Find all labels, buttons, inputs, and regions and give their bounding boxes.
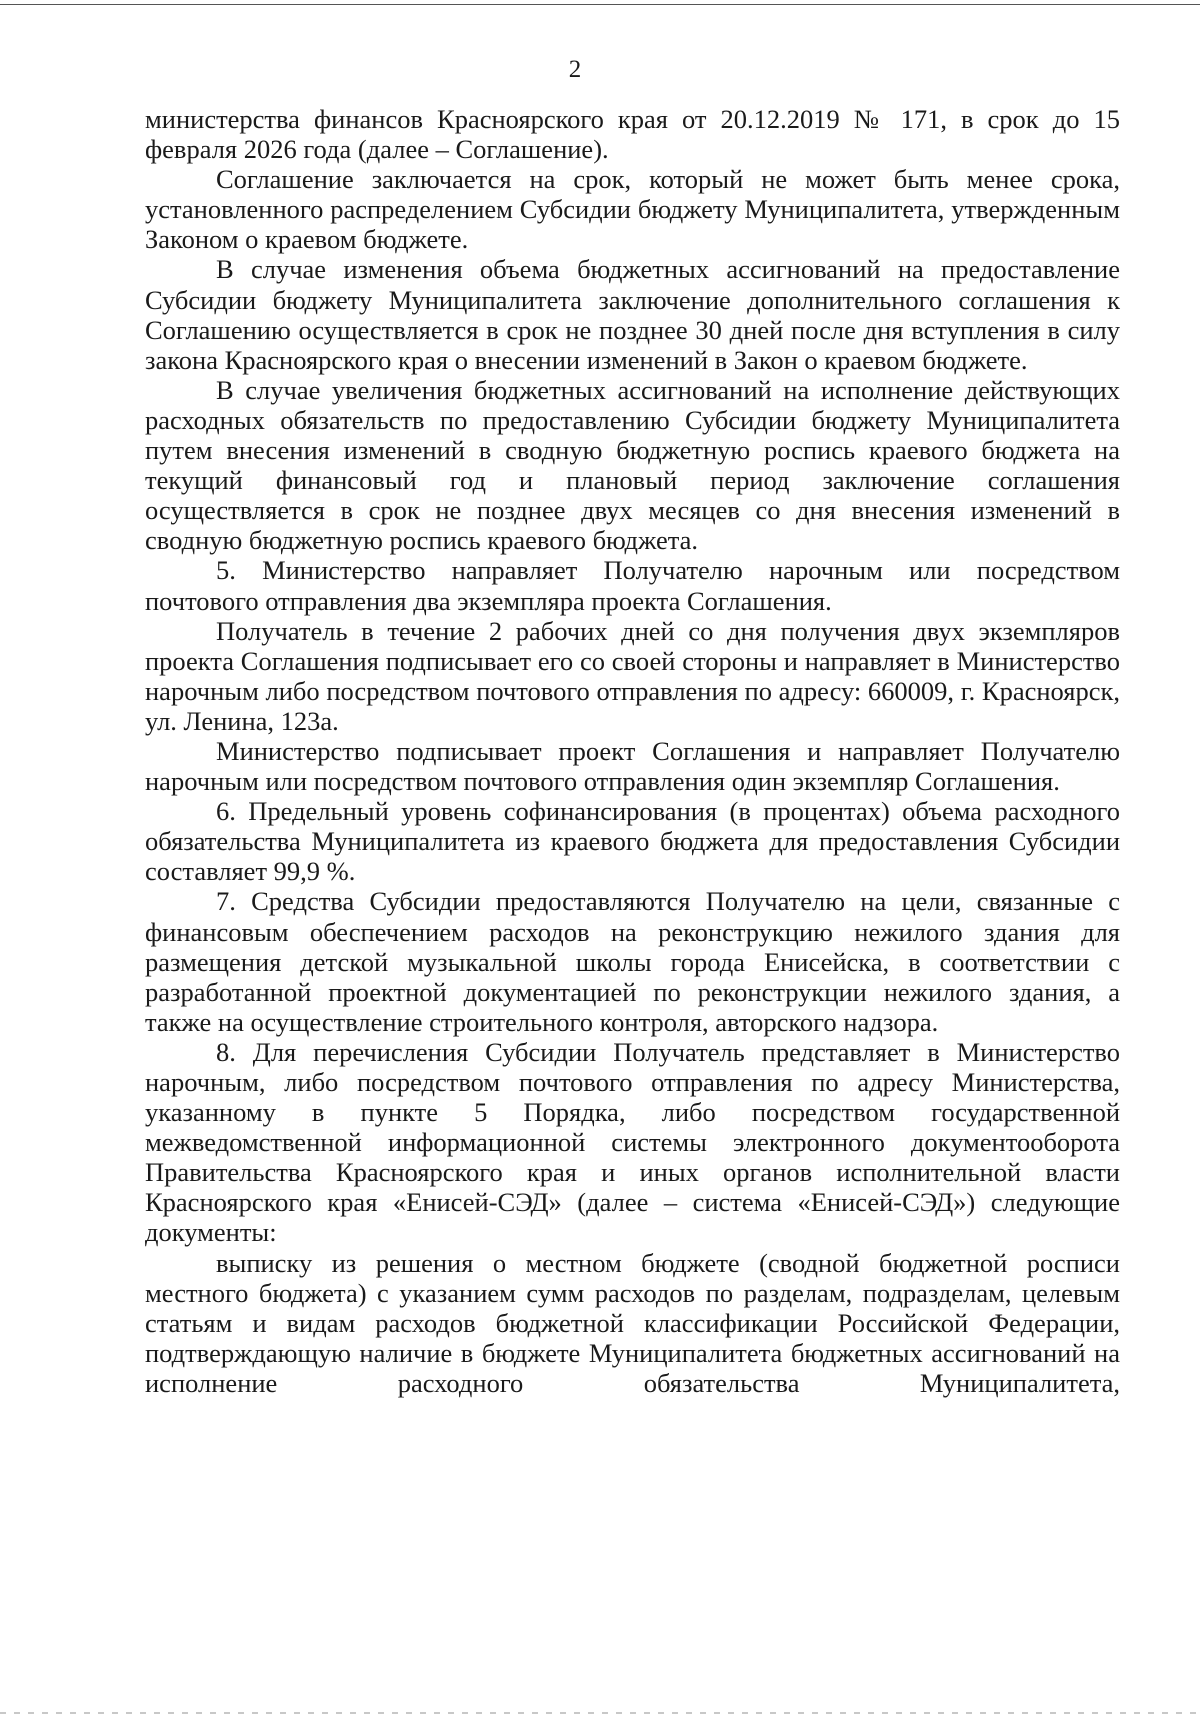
paragraph-agreement-term: Соглашение заключается на срок, который не может быть менее срока, установленного распределением Субсидии бюджету Муниципалитета, утвержденным Законом о краевом бюджете. [145,164,1120,255]
paragraph-item-6: 6. Предельный уровень софинансирования (в процентах) объема расходного обязательства Муниципалитета из краевого бюджета для предоставления Субсидии составляет 99,9 %. [145,796,1120,887]
paragraph-item-5: 5. Министерство направляет Получателю нарочным или посредством почтового отправления два экземпляра проекта Соглашения. [145,555,1120,616]
bottom-scan-artifact [0,1712,1200,1714]
paragraph-recipient-signing: Получатель в течение 2 рабочих дней со дня получения двух экземпляров проекта Соглашения подписывает его со своей стороны и направляет в Министерство нарочным либо посредством почтового отправления по адресу: 660009, г. Красноярск, ул. Ленина, 123а. [145,615,1120,736]
paragraph-budget-increase: В случае увеличения бюджетных ассигнований на исполнение действующих расходных обязательств по предоставлению Субсидии бюджету Муниципалитета путем внесения изменений в сводную бюджетную роспись краевого бюджета на текущий финансовый год и плановый период заключение соглашения осуществляется в срок не позднее двух месяцев со дня внесения изменений в сводную бюджетную роспись краевого бюджета. [145,374,1120,556]
document-body [145,104,1120,1398]
paragraph-budget-extract: выписку из решения о местном бюджете (сводной бюджетной росписи местного бюджета) с указанием сумм расходов по разделам, подразделам, целевым статьям и видам расходов бюджетной классификации Российской Федерации, подтверждающую наличие в бюджете Муниципалитета бюджетных ассигнований на исполнение расходного обязательства Муниципалитета, [145,1247,1120,1398]
paragraph-additional-agreement: В случае изменения объема бюджетных ассигнований на предоставление Субсидии бюджету Муниципалитета заключение дополнительного соглашения к Соглашению осуществляется в срок не позднее 30 дней после дня вступления в силу закона Красноярского края о внесении изменений в Закон о краевом бюджете. [145,254,1120,375]
paragraph-item-8: 8. Для перечисления Субсидии Получатель представляет в Министерство нарочным, либо посредством почтового отправления по адресу Министерства, указанному в пункте 5 Порядка, либо посредством государственной межведомственной информационной системы электронного документооборота Правительства Красноярского края и иных органов исполнительной власти Красноярского края «Енисей-СЭД» (далее – система «Енисей-СЭД») следующие документы: [145,1036,1120,1248]
top-border-line [0,4,1200,5]
paragraph-ministry-signing: Министерство подписывает проект Соглашения и направляет Получателю нарочным или посредством почтового отправления один экземпляр Соглашения. [145,735,1120,797]
paragraph-continuation: министерства финансов Красноярского края от 20.12.2019 № 171, в срок до 15 февраля 2026 года (далее – Соглашение). [145,104,1120,165]
paragraph-item-7: 7. Средства Субсидии предоставляются Получателю на цели, связанные с финансовым обеспечением расходов на реконструкцию нежилого здания для размещения детской музыкальной школы города Енисейска, в соответствии с разработанной проектной документацией по реконструкции нежилого здания, а также на осуществление строительного контроля, авторского надзора. [145,886,1120,1037]
page-number: 2 [568,56,582,83]
